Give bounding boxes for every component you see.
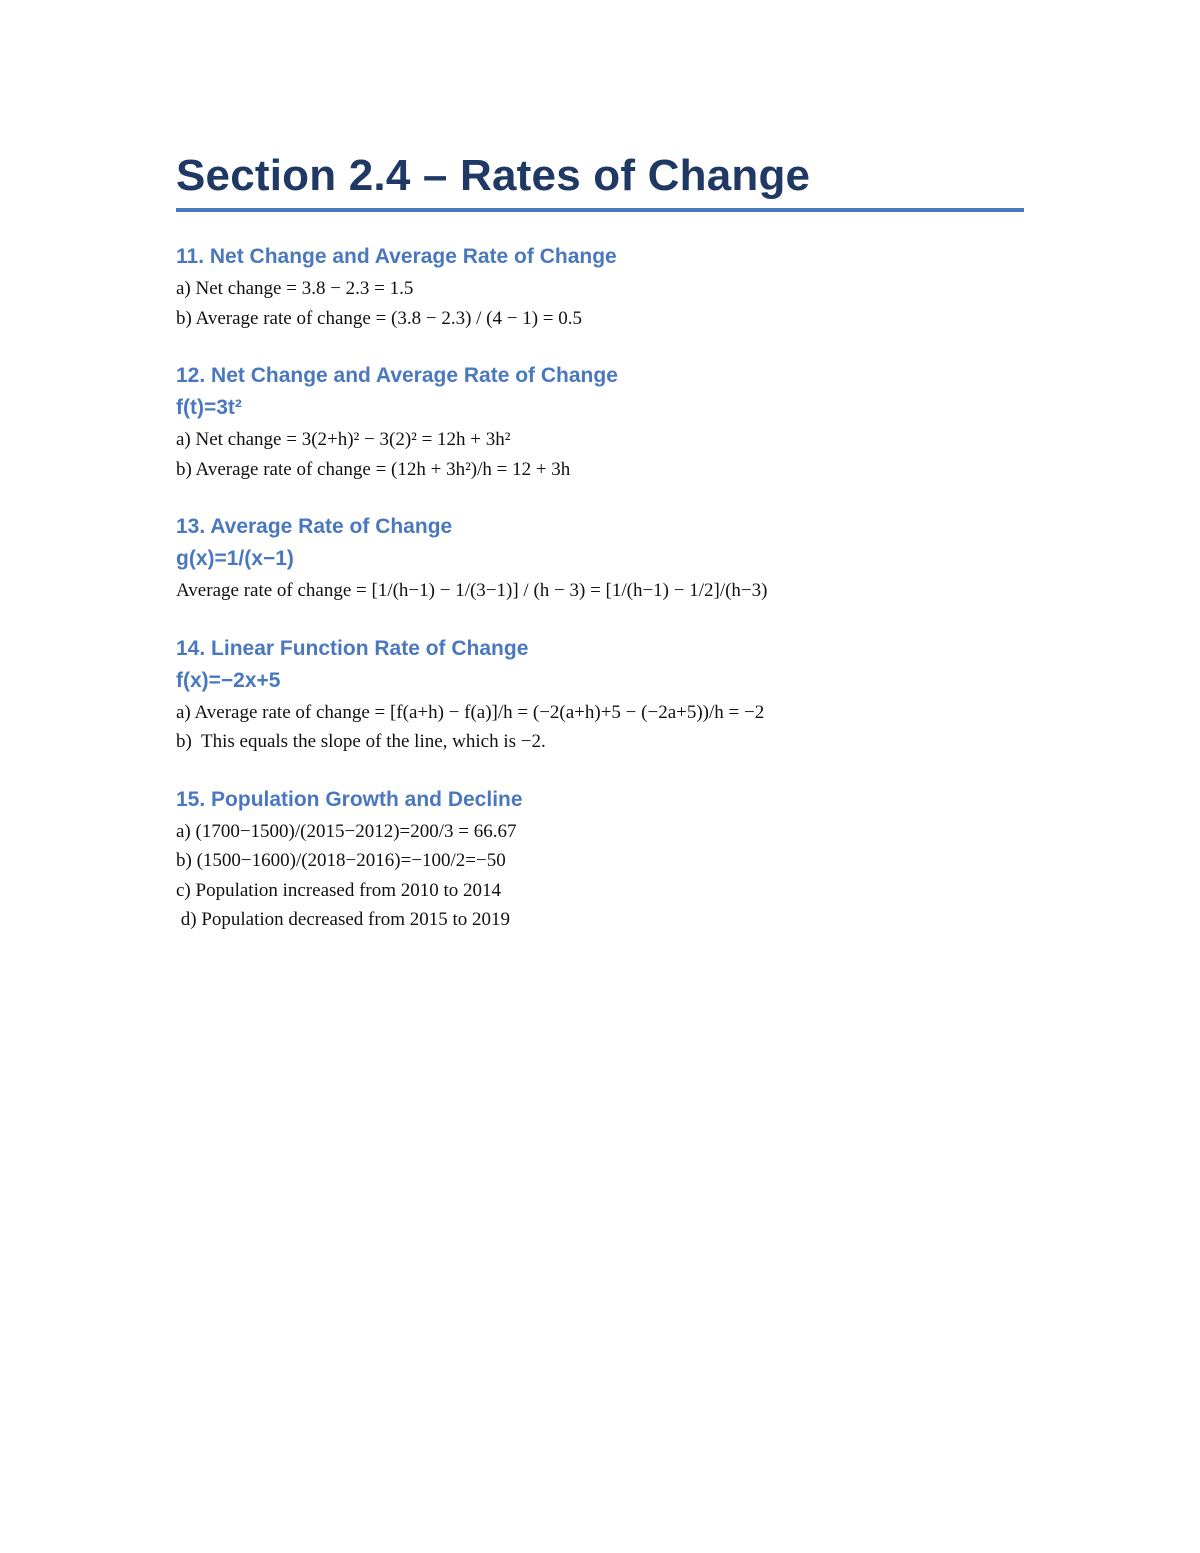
answer-line: d) Population decreased from 2015 to 2019 [176,909,511,930]
section-12 [176,361,1024,484]
answer-line: b) Average rate of change = (3.8 − 2.3) / (4 − 1) = 0.5 [176,307,583,329]
section-heading: 14. Linear Function Rate of Change [176,636,529,660]
section-formula: g(x)=1/(x−1) [176,547,294,570]
answer-line: b) This equals the slope of the line, which is −2. [176,731,546,752]
answer-line: c) Population increased from 2010 to 2014 [176,879,502,901]
answer-line: b) (1500−1600)/(2018−2016)=−100/2=−50 [176,850,506,871]
section-14 [176,634,1024,757]
answer-line: a) Net change = 3(2+h)² − 3(2)² = 12h + 3h² [176,429,511,450]
section-formula: f(t)=3t² [176,396,242,419]
section-heading: 13. Average Rate of Change [176,515,453,538]
answer-line: b) Average rate of change = (12h + 3h²)/h = 12 + 3h [176,458,571,480]
section-13 [176,512,1024,606]
answer-line: a) Net change = 3.8 − 2.3 = 1.5 [176,278,414,299]
answer-line: Average rate of change = [1/(h−1) − 1/(3−1)] / (h − 3) = [1/(h−1) − 1/2]/(h−3) [176,580,768,601]
section-formula: f(x)=−2x+5 [176,668,281,692]
section-11 [176,242,1024,333]
section-heading: 15. Population Growth and Decline [176,787,523,811]
section-15 [176,785,1024,935]
section-heading: 11. Net Change and Average Rate of Change [176,245,617,268]
document-page [176,148,1024,935]
section-heading: 12. Net Change and Average Rate of Change [176,364,618,387]
answer-line: a) Average rate of change = [f(a+h) − f(a)]/h = (−2(a+h)+5 − (−2a+5))/h = −2 [176,701,765,723]
page-title: Section 2.4 – Rates of Change [176,148,1024,212]
answer-line: a) (1700−1500)/(2015−2012)=200/3 = 66.67 [176,820,517,842]
